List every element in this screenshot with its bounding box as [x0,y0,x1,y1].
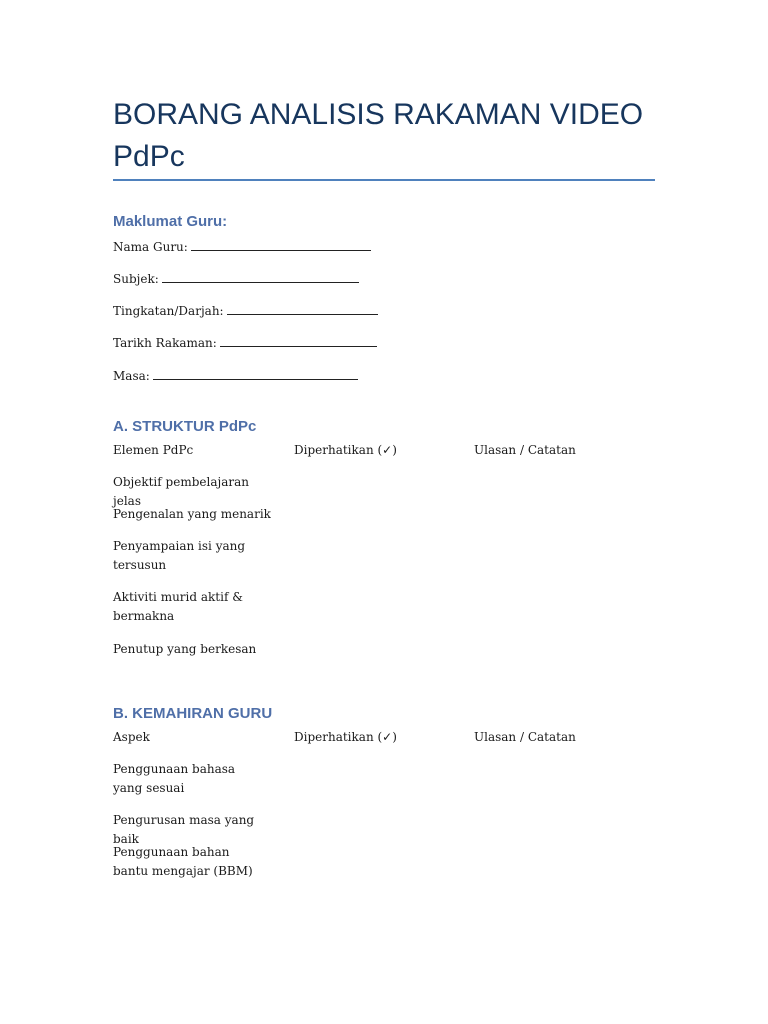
field-grade [113,302,378,321]
grade-blank[interactable] [227,303,378,315]
subject-blank[interactable] [162,271,359,283]
table-row: Pengenalan yang menarik [113,507,271,521]
table-row: Penyampaian isi yang tersusun [113,539,246,572]
table-row: Penggunaan bahasa yang sesuai [113,762,236,795]
section-a-col-notes: Ulasan / Catatan [474,443,576,457]
teacher-name-blank[interactable] [191,239,371,251]
field-label: Tingkatan/Darjah: [113,304,224,318]
field-label: Nama Guru: [113,240,188,254]
time-blank[interactable] [153,368,358,380]
field-recording-date [113,334,377,353]
field-time [113,367,358,386]
section-a-col-observed: Diperhatikan (✓) [294,443,397,457]
section-b-col-notes: Ulasan / Catatan [474,730,576,744]
title-divider [113,179,655,181]
table-row: Aktiviti murid aktif & bermakna [113,590,243,623]
field-teacher-name [113,238,371,257]
table-row: Penutup yang berkesan [113,642,257,656]
field-subject [113,270,359,289]
recording-date-blank[interactable] [220,335,377,347]
field-label: Subjek: [113,272,159,286]
page-title: BORANG ANALISIS RAKAMAN VIDEO PdPc [113,98,644,173]
section-b-col-aspect: Aspek [113,730,150,744]
section-a-col-element: Elemen PdPc [113,443,194,457]
teacher-info-heading: Maklumat Guru: [113,213,228,230]
section-b-col-observed: Diperhatikan (✓) [294,730,397,744]
table-row: Penggunaan bahan bantu mengajar (BBM) [113,845,253,878]
section-a-heading: A. STRUKTUR PdPc [113,418,257,435]
table-row: Objektif pembelajaran jelas [113,475,249,508]
field-label: Tarikh Rakaman: [113,336,217,350]
section-b-heading: B. KEMAHIRAN GURU [113,705,273,722]
table-row: Pengurusan masa yang baik [113,813,255,846]
field-label: Masa: [113,369,150,383]
